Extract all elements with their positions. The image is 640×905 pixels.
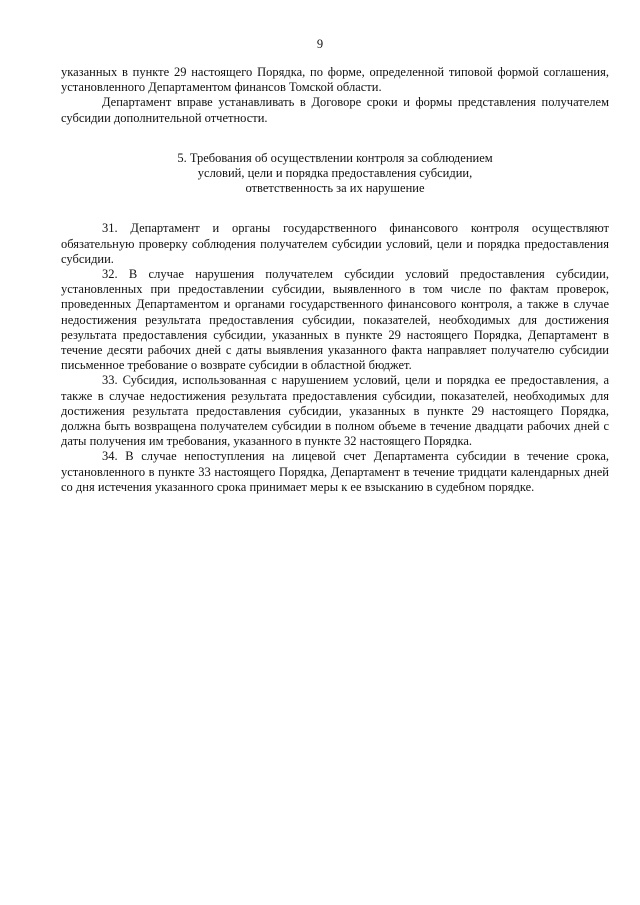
paragraph-31: 31. Департамент и органы государственного финансового контроля осуществляют обязательную проверку соблюдения получателем субсидии условий, цели и порядка предоставления субсидии. (61, 221, 609, 266)
document-body (61, 65, 609, 495)
paragraph-34: 34. В случае непоступления на лицевой счет Департамента субсидии в течение срока, установленного в пункте 33 настоящего Порядка, Департамент в течение тридцати календарных дней со дня истечения указанного срока принимает меры к ее взысканию в судебном порядке. (61, 449, 609, 494)
section-heading-line: ответственность за их нарушение (245, 181, 425, 196)
section-heading-line: 5. Требования об осуществлении контроля за соблюдением (177, 150, 493, 165)
section-heading (61, 151, 609, 197)
paragraph-33: 33. Субсидия, использованная с нарушением условий, цели и порядка ее предоставления, а также в случае недостижения результата предоставления субсидии, показателей, необходимых для достижения результата предоставления субсидии, указанных в пункте 29 настоящего Порядка, должна быть возвращена получателем субсидии в полном объеме в течение двадцати рабочих дней с даты получения им требования, указанного в пункте 32 настоящего Порядка. (61, 373, 609, 449)
page-number: 9 (316, 37, 324, 51)
section-heading-line: условий, цели и порядка предоставления субсидии, (197, 166, 473, 181)
paragraph-reporting: Департамент вправе устанавливать в Договоре сроки и формы представления получателем субсидии дополнительной отчетности. (61, 95, 609, 125)
paragraph-continuation: указанных в пункте 29 настоящего Порядка, по форме, определенной типовой формой соглашения, установленного Департаментом финансов Томской области. (61, 65, 609, 95)
paragraph-32: 32. В случае нарушения получателем субсидии условий предоставления субсидии, установленных при предоставлении субсидии, выявленного в том числе по фактам проверок, проведенных Департаментом и органами государственного финансового контроля, а также в случае недостижения результата предоставления субсидии, показателей, необходимых для достижения результата предоставления субсидии, указанных в пункте 29 настоящего Порядка, Департамент в течение десяти рабочих дней с даты выявления указанного факта направляет получателю субсидии письменное требование о возврате субсидии в областной бюджет. (61, 267, 609, 373)
